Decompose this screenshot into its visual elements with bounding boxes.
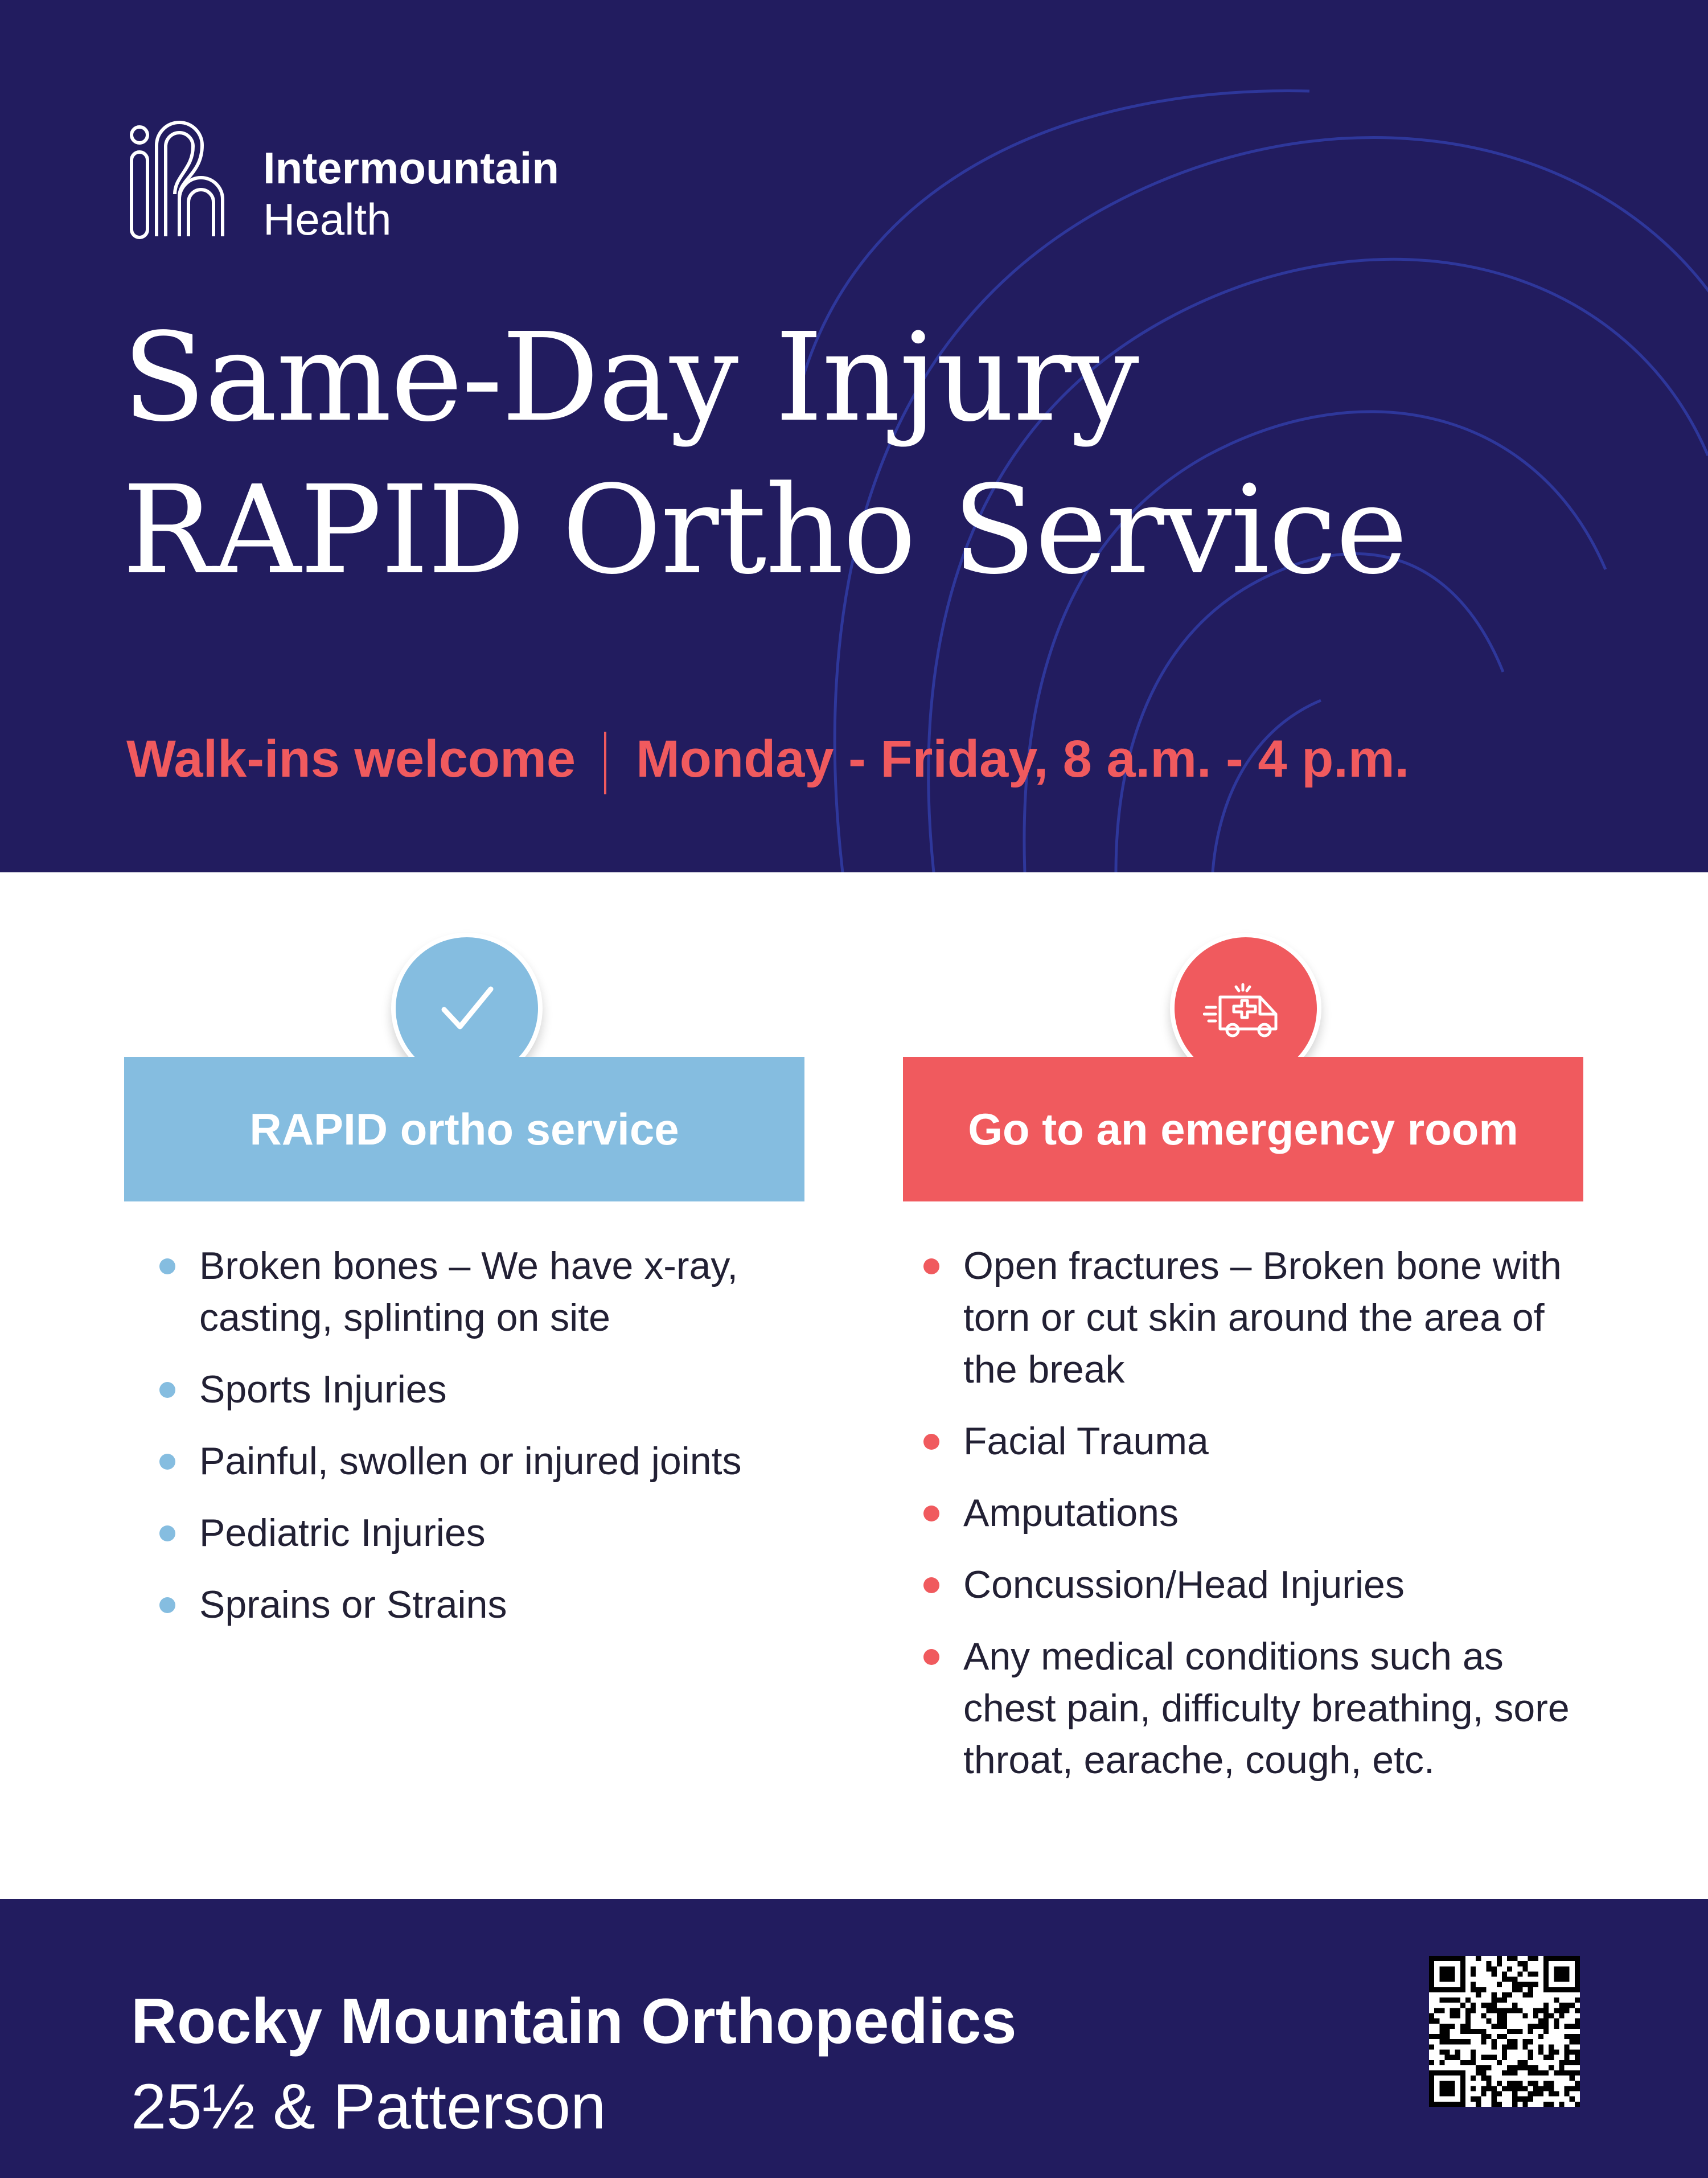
header-banner — [0, 0, 1708, 872]
bullet-icon — [923, 1258, 939, 1274]
brand-name-line2: Health — [263, 194, 392, 244]
list-item-text: Broken bones – We have x-ray, casting, splinting on site — [199, 1244, 738, 1339]
bullet-icon — [159, 1382, 175, 1398]
bullet-icon — [159, 1454, 175, 1470]
list-item — [159, 1435, 814, 1487]
hours-subtitle — [126, 722, 1409, 796]
list-item — [159, 1364, 814, 1416]
list-item-text: Sports Injuries — [199, 1368, 447, 1411]
title-line1: Same-Day Injury — [122, 307, 1138, 449]
list-item-text: Facial Trauma — [963, 1420, 1209, 1463]
page-title — [122, 302, 1660, 607]
list-item-text: Sprains or Strains — [199, 1583, 507, 1626]
title-line2: RAPID Ortho Service — [122, 460, 1407, 601]
divider — [604, 732, 606, 794]
list-item-text: Open fractures – Broken bone with torn or cut skin around the area of the break — [963, 1244, 1562, 1391]
list-item — [159, 1507, 814, 1559]
footer-banner — [0, 1899, 1708, 2178]
bullet-icon — [159, 1597, 175, 1613]
list-item-text: Concussion/Head Injuries — [963, 1563, 1405, 1606]
ih-monogram-icon — [122, 94, 248, 242]
list-item-text: Any medical conditions such as chest pain, difficulty breathing, sore throat, earache, cough, etc. — [963, 1635, 1570, 1782]
rapid-ortho-heading: RAPID ortho service — [124, 1057, 804, 1201]
list-item — [923, 1240, 1607, 1396]
brand-name-line1: Intermountain — [263, 143, 559, 193]
list-item — [923, 1631, 1607, 1786]
walk-ins-text: Walk-ins welcome — [126, 730, 576, 788]
list-item-text: Pediatric Injuries — [199, 1511, 486, 1554]
bullet-icon — [923, 1649, 939, 1665]
list-item-text: Amputations — [963, 1491, 1179, 1535]
list-item — [159, 1240, 814, 1344]
emergency-room-list — [923, 1240, 1607, 1806]
ambulance-icon — [1203, 974, 1288, 1043]
bullet-icon — [923, 1577, 939, 1593]
list-item — [159, 1579, 814, 1631]
list-item — [923, 1487, 1607, 1539]
list-item — [923, 1559, 1607, 1611]
checkmark-icon — [433, 974, 501, 1043]
qr-code-icon[interactable] — [1429, 1956, 1580, 2107]
bullet-icon — [159, 1258, 175, 1274]
location-name: Rocky Mountain Orthopedics — [131, 1986, 1017, 2057]
location-address: 25½ & Patterson — [131, 2071, 606, 2142]
emergency-room-heading: Go to an emergency room — [903, 1057, 1583, 1201]
bullet-icon — [923, 1506, 939, 1521]
hours-text: Monday - Friday, 8 a.m. - 4 p.m. — [636, 730, 1410, 788]
list-item-text: Painful, swollen or injured joints — [199, 1439, 742, 1483]
bullet-icon — [159, 1525, 175, 1541]
brand-name — [263, 142, 559, 245]
rapid-ortho-list — [159, 1240, 814, 1651]
bullet-icon — [923, 1434, 939, 1450]
list-item — [923, 1416, 1607, 1467]
